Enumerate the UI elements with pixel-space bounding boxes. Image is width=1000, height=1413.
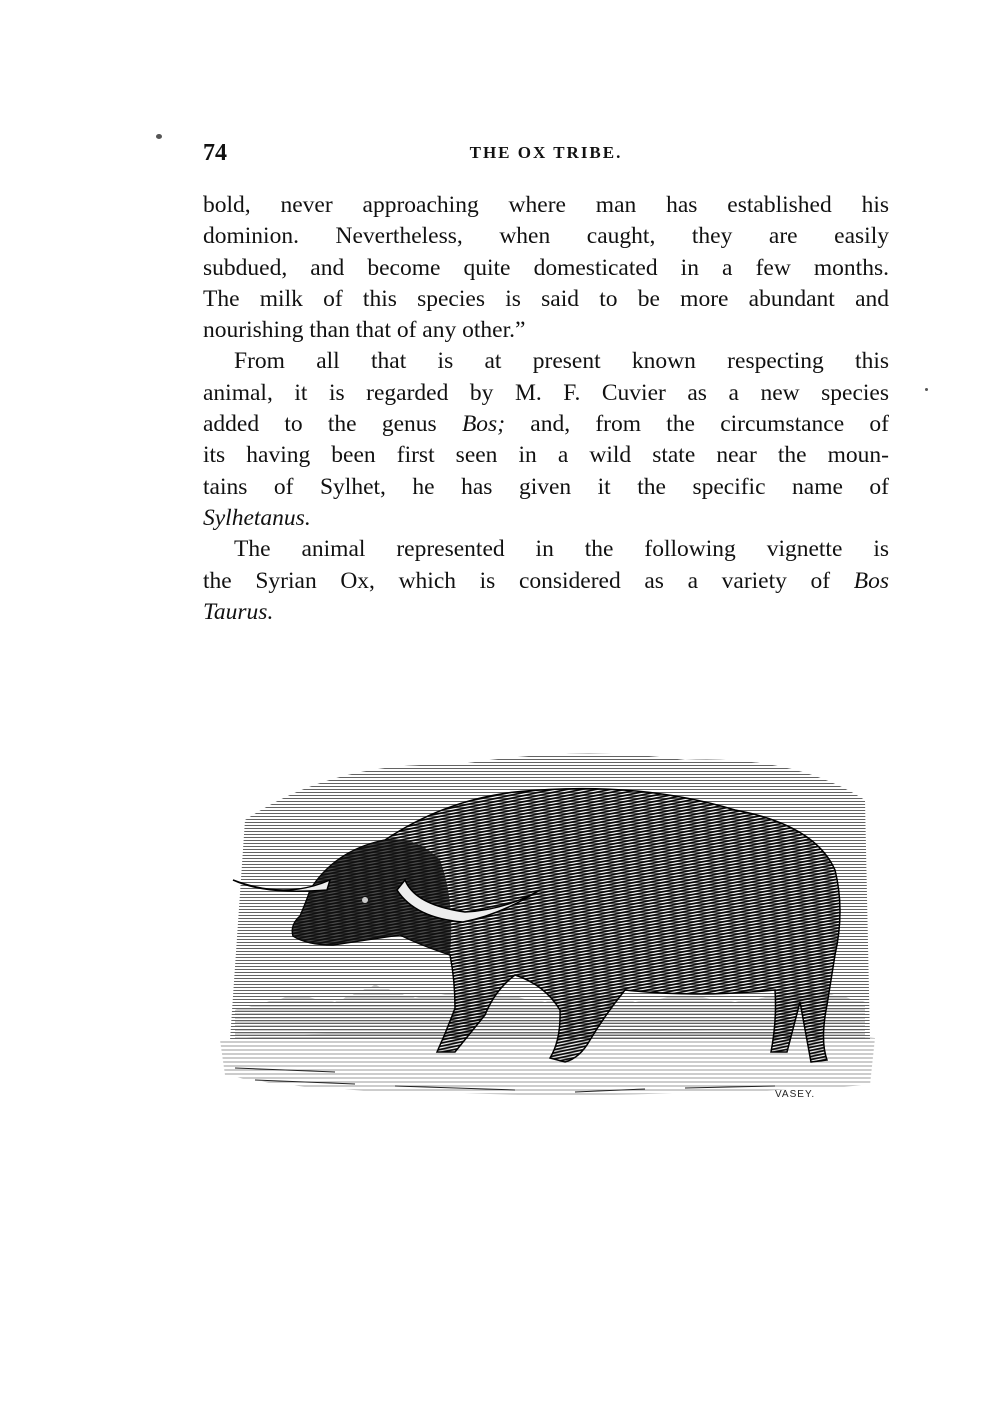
text-line	[203, 566, 889, 597]
paragraph-1	[203, 190, 889, 346]
paragraph-2	[203, 346, 889, 534]
text-line: bold, never approaching where man has established his	[203, 192, 889, 218]
print-speck	[156, 134, 162, 139]
genus-italic: Bos	[853, 567, 889, 594]
text-line: tains of Sylhet, he has given it the specific name of	[203, 473, 889, 500]
page-number: 74	[203, 140, 227, 166]
text-line: The milk of this species is said to be more abundant and	[203, 285, 889, 312]
running-title: THE OX TRIBE.	[469, 143, 623, 162]
text-line: subdued, and become quite domesticated in a few months.	[203, 254, 889, 281]
text-fragment: and, from the circumstance of	[505, 411, 889, 438]
text-line	[203, 409, 889, 440]
paragraph-3	[203, 534, 889, 628]
text-line	[203, 597, 889, 628]
text-line: animal, it is regarded by M. F. Cuvier as a new species	[203, 379, 889, 406]
text-line: its having been first seen in a wild state near the moun-	[203, 442, 889, 469]
text-line: The animal represented in the following vignette is	[234, 536, 889, 563]
text-line: nourishing than that of any other.”	[203, 317, 526, 344]
text-fragment: added to the genus	[203, 411, 462, 438]
text-line: dominion. Nevertheless, when caught, they are easily	[203, 223, 889, 250]
page-header	[203, 140, 889, 170]
text-fragment: the Syrian Ox, which is considered as a variety of	[203, 567, 854, 594]
engraver-credit: VASEY.	[775, 1089, 816, 1100]
ox-engraving-illustration	[215, 740, 880, 1110]
species-italic: Taurus.	[203, 598, 274, 625]
text-line	[203, 503, 889, 534]
species-italic: Sylhetanus.	[203, 504, 311, 531]
text-line: From all that is at present known respecting this	[234, 348, 889, 375]
print-speck	[925, 388, 928, 391]
genus-italic: Bos;	[461, 411, 506, 438]
syrian-ox-vignette	[215, 740, 880, 1110]
body-text	[203, 190, 889, 628]
